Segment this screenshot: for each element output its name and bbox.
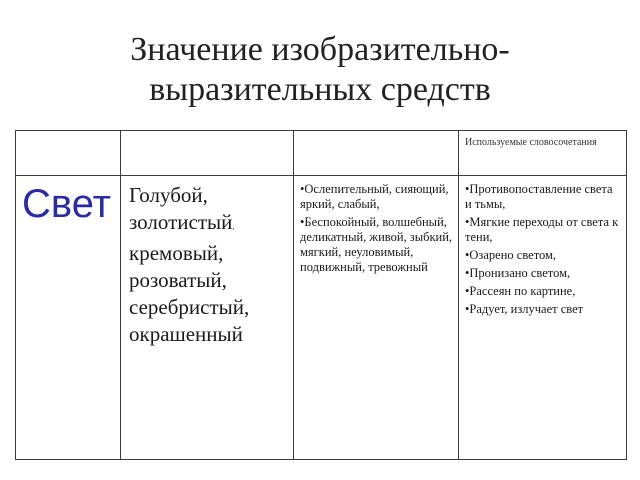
header-phrases-label: Используемые словосочетания <box>465 137 597 148</box>
slide-title <box>0 30 640 110</box>
table-header-row <box>16 131 627 176</box>
list-item: •Рассеян по картине, <box>465 284 576 298</box>
list-item: •Беспокойный, волшебный, деликатный, живой, зыбкий, мягкий, неуловимый, подвижный, тревожный <box>300 215 453 274</box>
colors-cell <box>121 176 294 460</box>
adjective-list <box>294 176 458 275</box>
color-item: Голубой, <box>129 183 208 207</box>
color-item: кремовый, <box>129 241 224 265</box>
color-item: окрашенный <box>129 322 243 346</box>
expression-table <box>15 130 627 460</box>
color-list <box>121 176 293 348</box>
bullet-icon: • <box>465 182 470 196</box>
color-item: розоватый, <box>129 268 227 292</box>
bullet-icon: • <box>465 248 470 262</box>
bullet-icon: • <box>300 215 305 229</box>
list-item: •Противопоставление света и тьмы, <box>465 182 613 211</box>
title-line-2: выразительных средств <box>149 71 491 108</box>
color-item-with-comma: золотистый, <box>129 210 235 234</box>
list-item: •Озарено светом, <box>465 248 557 262</box>
phrase-list <box>459 176 626 317</box>
list-item: •Ослепительный, сияющий, яркий, слабый, <box>300 182 449 211</box>
bullet-icon: • <box>465 284 470 298</box>
adjectives-cell <box>294 176 459 460</box>
bullet-icon: • <box>465 266 470 280</box>
list-item: •Пронизано светом, <box>465 266 571 280</box>
title-line-1: Значение изобразительно- <box>130 31 510 68</box>
header-cell-1 <box>16 131 121 176</box>
bullet-icon: • <box>465 215 470 229</box>
bullet-icon: • <box>465 302 470 316</box>
subject-cell <box>16 176 121 460</box>
list-item: •Мягкие переходы от света к тени, <box>465 215 619 244</box>
subject-word: Свет <box>22 182 111 226</box>
header-cell-3 <box>294 131 459 176</box>
list-item: •Радует, излучает свет <box>465 302 584 316</box>
table-row <box>16 176 627 460</box>
header-cell-4 <box>459 131 627 176</box>
color-item: серебристый, <box>129 295 250 319</box>
phrases-cell <box>459 176 627 460</box>
header-cell-2 <box>121 131 294 176</box>
bullet-icon: • <box>300 182 305 196</box>
